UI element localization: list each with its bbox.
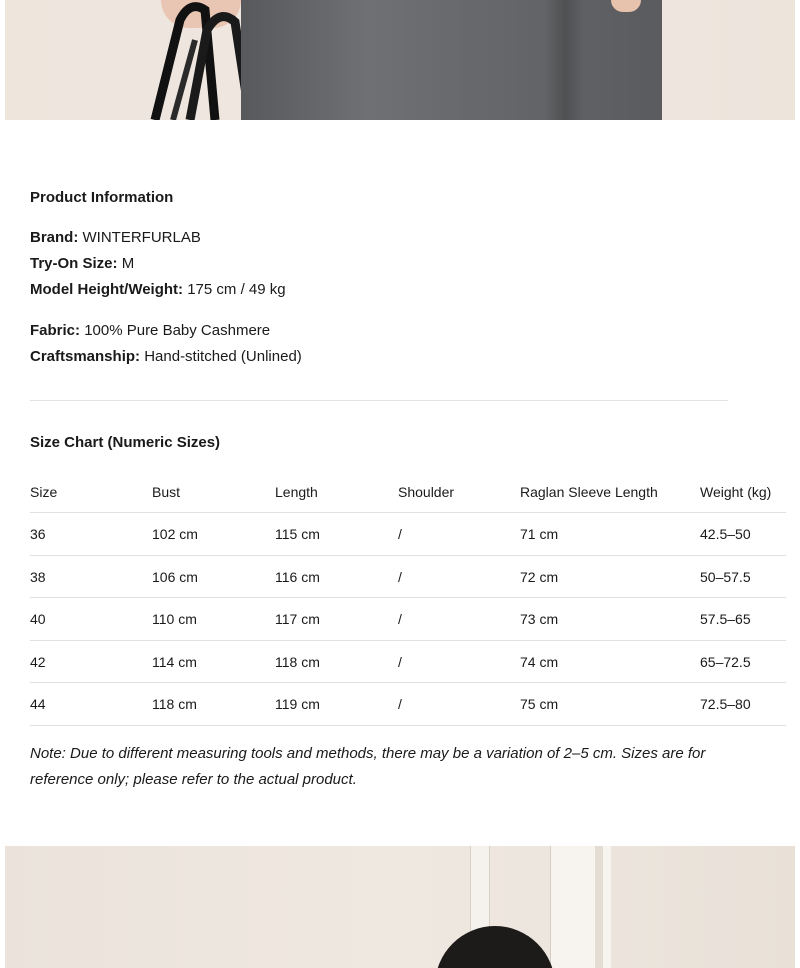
product-photo-top <box>5 0 795 120</box>
model-label: Model Height/Weight: <box>30 281 184 298</box>
craft-value: Hand-stitched (Unlined) <box>144 348 302 365</box>
cell-size: 42 <box>30 653 46 670</box>
cell-bust: 114 cm <box>152 653 197 670</box>
section-divider <box>30 400 728 401</box>
table-row <box>30 641 786 684</box>
cell-size: 38 <box>30 568 46 585</box>
cell-bust: 106 cm <box>152 568 198 585</box>
cell-length: 118 cm <box>275 653 320 670</box>
cell-length: 116 cm <box>275 568 320 585</box>
cell-shoulder: / <box>398 568 402 585</box>
brand-value: WINTERFURLAB <box>82 229 201 246</box>
cell-weight: 65–72.5 <box>700 653 751 670</box>
model-line <box>30 281 286 298</box>
coat-fabric <box>241 0 662 120</box>
table-row <box>30 598 786 641</box>
size-chart-table <box>30 475 786 726</box>
cell-sleeve: 74 cm <box>520 653 559 670</box>
cell-weight: 57.5–65 <box>700 611 751 627</box>
cell-size: 40 <box>30 611 46 627</box>
tryon-line <box>30 255 134 272</box>
craft-label: Craftsmanship: <box>30 348 141 365</box>
column-header-sleeve: Raglan Sleeve Length <box>520 484 658 500</box>
fabric-line <box>30 322 270 339</box>
cell-weight: 72.5–80 <box>700 696 751 712</box>
product-photo-bottom <box>5 846 795 968</box>
column-header-shoulder: Shoulder <box>398 484 455 500</box>
size-note: Note: Due to different measuring tools and methods, there may be a variation of 2–5 cm. Sizes are for reference only; please refer to the actual product. <box>30 745 706 788</box>
cell-shoulder: / <box>398 611 402 627</box>
brand-line <box>30 229 201 246</box>
table-row <box>30 556 786 599</box>
cell-size: 36 <box>30 526 46 542</box>
fabric-value: 100% Pure Baby Cashmere <box>84 322 271 339</box>
photo-background <box>5 846 795 968</box>
craft-line <box>30 348 302 365</box>
cell-weight: 50–57.5 <box>700 568 751 585</box>
fabric-label: Fabric: <box>30 322 81 339</box>
column-header-weight: Weight (kg) <box>700 484 772 500</box>
brand-label: Brand: <box>30 229 79 246</box>
cell-sleeve: 75 cm <box>520 696 559 712</box>
model-value: 175 cm / 49 kg <box>187 281 286 298</box>
cell-shoulder: / <box>398 653 402 670</box>
table-row <box>30 513 786 556</box>
product-info-heading: Product Information <box>30 189 174 206</box>
cell-length: 119 cm <box>275 696 320 712</box>
cell-length: 115 cm <box>275 526 320 542</box>
cell-bust: 110 cm <box>152 611 197 627</box>
cell-weight: 42.5–50 <box>700 526 751 542</box>
cell-length: 117 cm <box>275 611 320 627</box>
column-header-bust: Bust <box>152 484 181 500</box>
tryon-value: M <box>121 255 135 272</box>
window-mullion <box>595 846 603 968</box>
cell-size: 44 <box>30 696 46 712</box>
cell-sleeve: 72 cm <box>520 568 559 585</box>
cell-sleeve: 73 cm <box>520 611 559 627</box>
column-header-size: Size <box>30 484 58 500</box>
tryon-label: Try-On Size: <box>30 255 118 272</box>
cell-sleeve: 71 cm <box>520 526 559 542</box>
cell-shoulder: / <box>398 696 402 712</box>
cell-bust: 118 cm <box>152 696 197 712</box>
cell-shoulder: / <box>398 526 402 542</box>
table-header-row <box>30 475 786 513</box>
cell-bust: 102 cm <box>152 526 198 542</box>
column-header-length: Length <box>275 484 318 500</box>
table-row <box>30 683 786 726</box>
coat-fold <box>545 0 585 120</box>
size-chart-heading: Size Chart (Numeric Sizes) <box>30 434 221 451</box>
